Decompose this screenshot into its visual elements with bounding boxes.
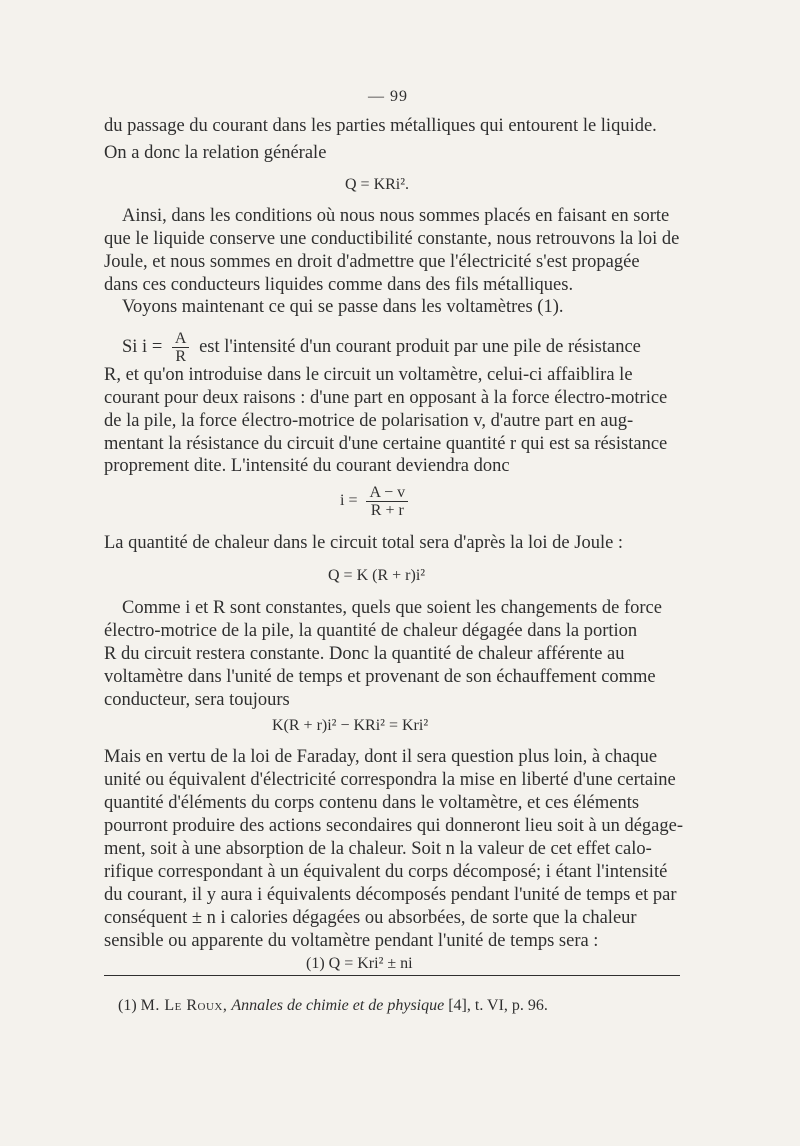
text-line: quantité d'éléments du corps contenu dans le voltamètre, et ces éléments bbox=[104, 793, 640, 813]
text-line: mentant la résistance du circuit d'une certaine quantité r qui est sa résistance bbox=[104, 434, 668, 454]
text-line: La quantité de chaleur dans le circuit total sera d'après la loi de Joule : bbox=[104, 533, 624, 553]
text-line: de la pile, la force électro-motrice de polarisation v, d'autre part en aug- bbox=[104, 411, 634, 431]
text-line: électro-motrice de la pile, la quantité de chaleur dégagée dans la portion bbox=[104, 621, 638, 641]
footnote-divider bbox=[104, 975, 680, 976]
text-line: R, et qu'on introduise dans le circuit un voltamètre, celui-ci affaiblira le bbox=[104, 365, 633, 385]
equation-lhs: i = bbox=[340, 492, 358, 510]
fraction-numerator: A bbox=[172, 330, 190, 348]
text-line: sensible ou apparente du voltamètre pendant l'unité de temps sera : bbox=[104, 931, 599, 951]
text-line: du courant, il y aura i équivalents décomposés pendant l'unité de temps et par bbox=[104, 885, 677, 905]
text-line: Joule, et nous sommes en droit d'admettre que l'électricité s'est propagée bbox=[104, 252, 640, 272]
text-line: Mais en vertu de la loi de Faraday, dont il sera question plus loin, à chaque bbox=[104, 747, 658, 767]
text-line: courant pour deux raisons : d'une part en opposant à la force électro-motrice bbox=[104, 388, 668, 408]
si-prefix: Si i = bbox=[122, 336, 163, 357]
text-line: conséquent ± n i calories dégagées ou absorbées, de sorte que la chaleur bbox=[104, 908, 637, 928]
text-line: pourront produire des actions secondaires qui donneront lieu soit à un dégage- bbox=[104, 816, 683, 836]
fraction-a-over-r bbox=[172, 330, 190, 365]
text-line: rifique correspondant à un équivalent du corps décomposé; i étant l'intensité bbox=[104, 862, 668, 882]
intensity-definition-line bbox=[122, 330, 641, 365]
footnote-author: M. Le Roux, bbox=[140, 997, 228, 1014]
text-line: proprement dite. L'intensité du courant deviendra donc bbox=[104, 456, 510, 476]
text-line: Ainsi, dans les conditions où nous nous sommes placés en faisant en sorte bbox=[122, 206, 670, 226]
intensity-definition-text: est l'intensité d'un courant produit par une pile de résistance bbox=[199, 336, 641, 357]
text-line: Voyons maintenant ce qui se passe dans les voltamètres (1). bbox=[122, 297, 564, 317]
text-line: que le liquide conserve une conductibilité constante, nous retrouvons la loi de bbox=[104, 229, 680, 249]
fraction-denominator: R bbox=[175, 348, 186, 365]
footnote-reference: [4], t. VI, p. 96. bbox=[448, 997, 548, 1014]
equation-q-kri2: Q = KRi². bbox=[345, 176, 410, 193]
text-line: dans ces conducteurs liquides comme dans des fils métalliques. bbox=[104, 275, 574, 295]
text-line: voltamètre dans l'unité de temps et provenant de son échauffement comme bbox=[104, 667, 656, 687]
text-line: On a donc la relation générale bbox=[104, 143, 327, 163]
text-line: Comme i et R sont constantes, quels que soient les changements de force bbox=[122, 598, 662, 618]
equation-intensity bbox=[340, 484, 413, 519]
text-line: R du circuit restera constante. Donc la quantité de chaleur afférente au bbox=[104, 644, 625, 664]
footnote-journal-title: Annales de chimie et de physique bbox=[231, 997, 445, 1014]
page-number: — 99 bbox=[368, 88, 408, 105]
fraction-numerator: A − v bbox=[366, 484, 408, 502]
text-line: ment, soit à une absorption de la chaleur. Soit n la valeur de cet effet calo- bbox=[104, 839, 652, 859]
text-line: du passage du courant dans les parties métalliques qui entourent le liquide. bbox=[104, 116, 657, 136]
text-line: conducteur, sera toujours bbox=[104, 690, 290, 710]
footnote-marker: (1) bbox=[118, 997, 137, 1014]
equation-q-total: Q = K (R + r)i² bbox=[328, 567, 426, 584]
fraction-a-minus-v bbox=[366, 484, 408, 519]
fraction-denominator: R + r bbox=[370, 502, 404, 519]
footnote bbox=[118, 997, 548, 1015]
equation-voltameter-heat: K(R + r)i² − KRi² = Kri² bbox=[272, 717, 429, 734]
equation-1-apparent-heat: (1) Q = Kri² ± ni bbox=[306, 955, 413, 972]
text-line: unité ou équivalent d'électricité correspondra la mise en liberté d'une certaine bbox=[104, 770, 676, 790]
